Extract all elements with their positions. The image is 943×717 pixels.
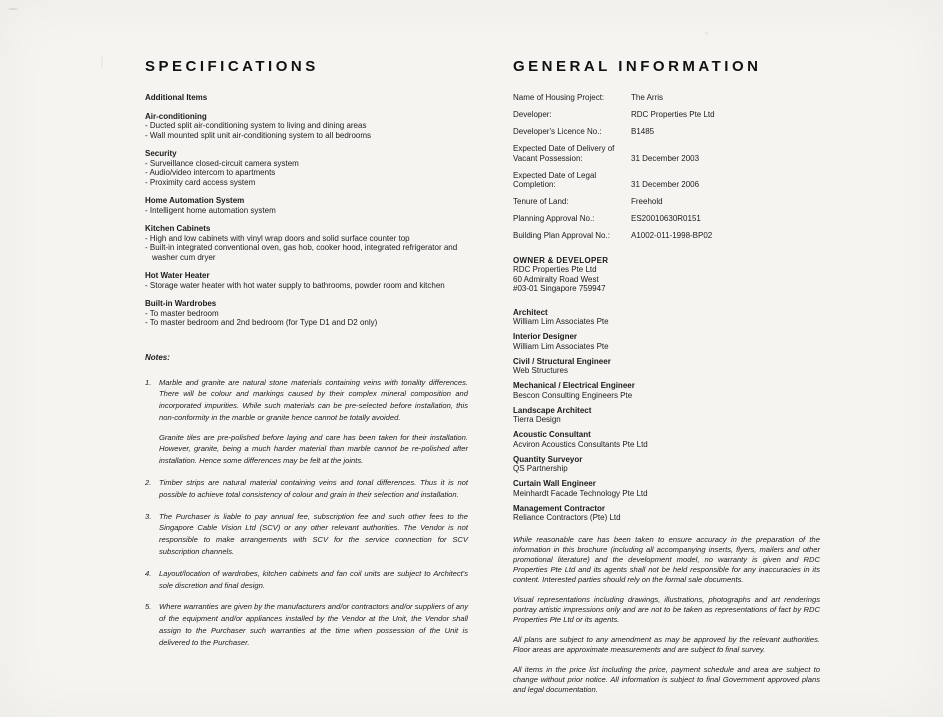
spec-section-hot-water-heater: [145, 271, 468, 290]
field-value: 31 December 2006: [631, 180, 700, 189]
general-information-title: GENERAL INFORMATION: [513, 58, 762, 75]
consultants-list: [513, 308, 820, 523]
note-text: [159, 568, 468, 592]
specifications-column: [145, 58, 468, 659]
spec-item: - To master bedroom: [145, 309, 468, 319]
notes-section: [145, 352, 468, 649]
specifications-title: SPECIFICATIONS: [145, 58, 319, 75]
disclaimer-paragraph: All items in the price list including the price, payment schedule and area are subject to change without prior notice. All information is subject to final Government approved plans and legal documentation.: [513, 664, 820, 694]
consultant-quantity-surveyor: [513, 455, 820, 474]
field-label: Planning Approval No.:: [513, 214, 595, 223]
note-number: 1.: [145, 377, 152, 387]
spec-section-heading: Kitchen Cabinets: [145, 224, 211, 233]
consultant-role: Acoustic Consultant: [513, 430, 591, 439]
consultant-name: Tierra Design: [513, 415, 561, 424]
notes-heading: Notes:: [145, 352, 170, 362]
owner-line: RDC Properties Pte Ltd: [513, 265, 597, 274]
info-field-developer: [513, 110, 820, 120]
consultant-civil-structural-engineer: [513, 357, 820, 376]
consultant-role: Interior Designer: [513, 332, 578, 341]
info-field-legal-completion: [513, 171, 820, 190]
note-paragraph: Layout/location of wardrobes, kitchen cabinets and fan coil units are subject to Architect's sole discretion and final design.: [159, 568, 468, 590]
consultant-role: Quantity Surveyor: [513, 454, 583, 464]
consultant-name: William Lim Associates Pte: [513, 341, 609, 351]
note-item: [145, 477, 468, 501]
note-text: [159, 511, 468, 558]
general-information-column: [513, 58, 820, 705]
consultant-role: Architect: [513, 307, 548, 317]
field-value: B1485: [631, 127, 655, 136]
note-item: [145, 377, 468, 468]
spec-item: - Ducted split air-conditioning system to living and dining areas: [145, 121, 468, 131]
field-label: Expected Date of Delivery of Vacant Possession:: [513, 144, 615, 163]
field-label: Building Plan Approval No.:: [513, 231, 610, 240]
owner-developer-heading: OWNER & DEVELOPER: [513, 255, 609, 265]
note-number: 4.: [145, 568, 152, 578]
spec-section-kitchen-cabinets: [145, 224, 468, 262]
spec-section-heading: Security: [145, 149, 177, 158]
consultant-management-contractor: [513, 504, 820, 523]
owner-line: 60 Admiralty Road West: [513, 274, 599, 284]
consultant-role: Landscape Architect: [513, 405, 592, 415]
disclaimer-paragraph: Visual representations including drawings, illustrations, photographs and art renderings portray artistic impressions only and are not to be taken as representations of fact by RDC Properties Pte Ltd or its agents.: [513, 594, 820, 624]
spec-item: - Built-in integrated conventional oven, gas hob, cooker hood, integrated refrigerator and washer cum dryer: [145, 243, 468, 262]
consultant-name: Meinhardt Facade Technology Pte Ltd: [513, 488, 648, 498]
info-field-licence-no: [513, 127, 820, 137]
field-label: Name of Housing Project:: [513, 93, 605, 102]
info-field-project-name: [513, 93, 820, 103]
spec-item: - Surveillance closed-circuit camera system: [145, 159, 468, 169]
note-paragraph: The Purchaser is liable to pay annual fee, subscription fee and such other fees to the Singapore Cable Vision Ltd (SCV) or any other relevant authorities. The Vendor is not responsible to make arrangements with SCV for the service connection for SCV subscription channels.: [159, 511, 468, 557]
field-value: A1002-011-1998-BP02: [631, 231, 713, 240]
info-field-building-plan-approval: [513, 231, 820, 241]
consultant-name: Bescon Consulting Engineers Pte: [513, 390, 633, 400]
info-field-tenure: [513, 197, 820, 207]
note-paragraph: Marble and granite are natural stone materials containing veins with tonality differences. There will be colour and markings caused by their complex mineral composition and incorporated impurities. While such materials can be pre-selected before installation, this non-conformity in the marble or granite hence cannot be totally avoided.: [159, 377, 468, 422]
consultant-role: Civil / Structural Engineer: [513, 356, 611, 366]
field-value: Freehold: [631, 197, 663, 206]
consultant-role: Mechanical / Electrical Engineer: [513, 381, 635, 390]
spec-section-heading: Home Automation System: [145, 196, 245, 205]
consultant-name: Web Structures: [513, 366, 568, 375]
note-item: [145, 568, 468, 592]
consultant-landscape-architect: [513, 406, 820, 425]
field-label: Tenure of Land:: [513, 197, 569, 206]
consultant-acoustic-consultant: [513, 430, 820, 449]
spec-section-heading: Air-conditioning: [145, 111, 207, 121]
note-paragraph: Timber strips are natural material containing veins and tonal differences. Thus it is not possible to achieve total consistency of colour and grain in their selection and installation.: [159, 478, 468, 499]
scan-speck: [8, 8, 18, 10]
spec-item: - Proximity card access system: [145, 178, 468, 188]
spec-item: - Storage water heater with hot water supply to bathrooms, powder room and kitchen: [145, 281, 468, 291]
field-label: Developer's Licence No.:: [513, 127, 602, 136]
spec-item: - High and low cabinets with vinyl wrap doors and solid surface counter top: [145, 234, 468, 244]
consultant-mechanical-electrical-engineer: [513, 381, 820, 400]
note-text: [159, 377, 468, 468]
disclaimer-paragraph: While reasonable care has been taken to ensure accuracy in the preparation of the information in this brochure (including all accompanying inserts, flyers, mailers and other promotional literature) and the development model, no warranty is given and RDC Properties Pte Ltd and its agents shall not be held responsible for any inaccuracies in its content. Interested parties should rely on the formal sale documents.: [513, 534, 820, 584]
note-item: [145, 511, 468, 558]
owner-developer-block: [513, 256, 820, 294]
note-number: 2.: [145, 478, 152, 488]
spec-section-air-conditioning: [145, 112, 468, 141]
field-value: RDC Properties Pte Ltd: [631, 110, 715, 119]
additional-items-heading: Additional Items: [145, 93, 208, 102]
note-text: [159, 477, 468, 501]
note-text: [159, 601, 468, 648]
consultant-name: Acviron Acoustics Consultants Pte Ltd: [513, 439, 648, 449]
note-item: [145, 601, 468, 648]
note-number: 3.: [145, 511, 152, 521]
spec-section-heading: Built-in Wardrobes: [145, 299, 217, 308]
spec-section-home-automation: [145, 196, 468, 215]
spec-item: - Wall mounted split unit air-conditioning system to all bedrooms: [145, 131, 468, 141]
note-paragraph: Granite tiles are pre-polished before laying and care has been taken for their installation. However, granite, being a much harder material than marble cannot be re-polished after installation. Hence some differences may be felt at the joints.: [159, 432, 468, 466]
field-value: The Arris: [631, 93, 664, 102]
spec-item: - Intelligent home automation system: [145, 206, 468, 216]
consultant-name: Reliance Contractors (Pte) Ltd: [513, 513, 621, 522]
info-field-vacant-possession: [513, 144, 820, 163]
consultant-interior-designer: [513, 332, 820, 351]
spec-section-heading: Hot Water Heater: [145, 271, 210, 280]
field-label: Developer:: [513, 110, 552, 119]
consultant-role: Curtain Wall Engineer: [513, 479, 596, 488]
spec-section-built-in-wardrobes: [145, 299, 468, 328]
field-value: ES20010630R0151: [631, 214, 701, 223]
spec-item: - Audio/video intercom to apartments: [145, 168, 468, 178]
scan-speck: [705, 32, 708, 35]
info-field-planning-approval: [513, 214, 820, 224]
owner-line: #03-01 Singapore 759947: [513, 284, 606, 293]
field-value: 31 December 2003: [631, 153, 700, 163]
scan-speck: [101, 54, 103, 68]
disclaimers-section: [513, 535, 820, 695]
consultant-name: William Lim Associates Pte: [513, 317, 609, 326]
consultant-curtain-wall-engineer: [513, 479, 820, 498]
consultant-name: QS Partnership: [513, 464, 568, 473]
spec-section-security: [145, 149, 468, 187]
consultant-architect: [513, 308, 820, 327]
field-label: Expected Date of Legal Completion:: [513, 170, 597, 189]
consultant-role: Management Contractor: [513, 503, 606, 513]
note-paragraph: Where warranties are given by the manufacturers and/or contractors and/or suppliers of any of the equipment and/or appliances installed by the Vendor at the Unit, the Vendor shall assign to the Purchaser such warranties at the time when possession of the Unit is delivered to the Purchaser.: [159, 602, 468, 647]
note-number: 5.: [145, 602, 152, 612]
spec-item: - To master bedroom and 2nd bedroom (for Type D1 and D2 only): [145, 318, 468, 328]
disclaimer-paragraph: All plans are subject to any amendment as may be approved by the relevant authorities. Floor areas are approximate measurements and are subject to final survey.: [513, 634, 820, 654]
